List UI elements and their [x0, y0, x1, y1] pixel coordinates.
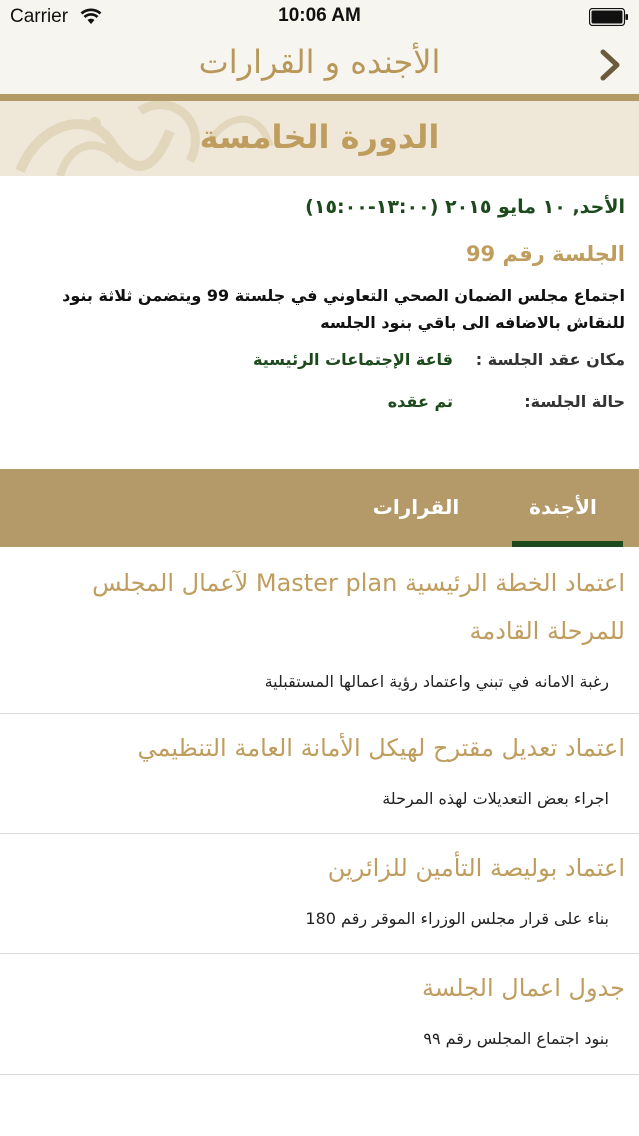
status-bar — [0, 0, 639, 34]
tab-agenda[interactable]: الأجندة — [529, 495, 597, 519]
agenda-item-subtitle: رغبة الامانه في تبني واعتماد رؤية اعمالها المستقبلية — [264, 672, 609, 691]
agenda-item-title: اعتماد تعديل مقترح لهيكل الأمانة العامة التنظيمي — [137, 734, 625, 762]
agenda-item-subtitle: بنود اجتماع المجلس رقم ٩٩ — [423, 1029, 609, 1048]
agenda-item-subtitle: اجراء بعض التعديلات لهذه المرحلة — [382, 789, 609, 808]
tab-bar — [0, 469, 639, 547]
session-cycle-title: الدورة الخامسة — [199, 118, 440, 156]
session-banner — [0, 101, 639, 176]
agenda-item-title: جدول اعمال الجلسة — [421, 974, 625, 1002]
agenda-item-title: اعتماد بوليصة التأمين للزائرين — [327, 854, 625, 882]
carrier-label: Carrier — [10, 6, 69, 27]
agenda-item-title: اعتماد الخطة الرئيسية Master plan لآعمال المجلس للمرحلة القادمة — [92, 569, 625, 645]
list-item[interactable] — [0, 954, 639, 1075]
session-date: الأحد, ١٠ مايو ٢٠١٥ (١٣:٠٠-١٥:٠٠) — [305, 196, 625, 218]
session-description: اجتماع مجلس الضمان الصحي التعاوني في جلستة 99 ويتضمن ثلاثة بنود للنقاش بالاضافه الى باقي بنود الجلسه — [62, 286, 625, 332]
list-item[interactable] — [0, 834, 639, 954]
agenda-item-subtitle: بناء على قرار مجلس الوزراء الموقر رقم 180 — [305, 909, 609, 928]
tab-decisions[interactable]: القرارات — [372, 495, 460, 519]
location-label: مكان عقد الجلسة : — [475, 350, 625, 369]
status-value: تم عقده — [387, 392, 453, 411]
nav-divider — [0, 94, 639, 101]
list-item[interactable] — [0, 714, 639, 834]
list-item[interactable] — [0, 547, 639, 714]
battery-icon — [589, 8, 629, 26]
nav-bar — [0, 34, 639, 94]
status-label: حالة الجلسة: — [524, 392, 625, 411]
location-value: قاعة الإجتماعات الرئيسية — [253, 350, 453, 369]
session-number: الجلسة رقم 99 — [465, 242, 625, 266]
page-title: الأجنده و القرارات — [198, 43, 441, 81]
session-details — [0, 176, 639, 469]
clock: 10:06 AM — [278, 5, 361, 26]
chevron-right-icon[interactable] — [597, 46, 623, 84]
